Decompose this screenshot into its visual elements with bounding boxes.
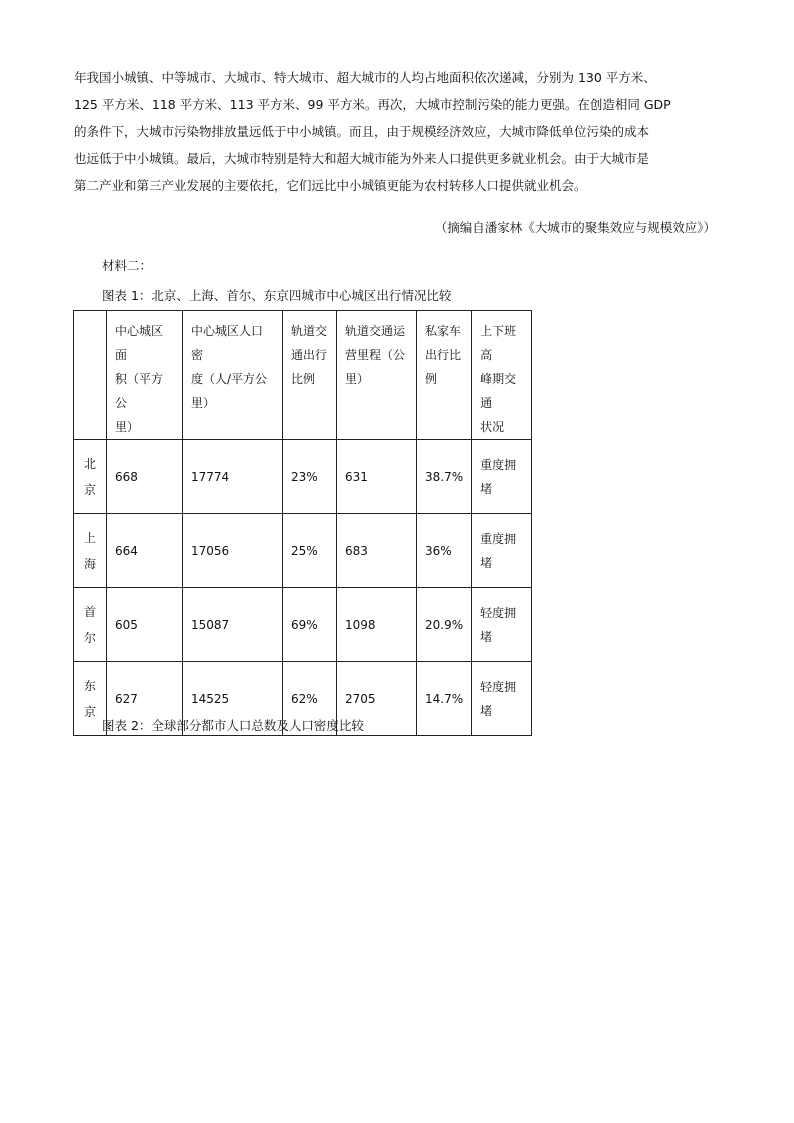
header-cell: 私家车 出行比 例 <box>417 311 472 440</box>
density-cell: 14525 <box>183 662 283 736</box>
table-row <box>74 514 532 588</box>
density-cell: 17056 <box>183 514 283 588</box>
source-citation: （摘编自潘家林《大城市的聚集效应与规模效应》） <box>434 220 716 235</box>
table-row <box>74 440 532 514</box>
paragraph-line: 年我国小城镇、中等城市、大城市、特大城市、超大城市的人均占地面积依次递减，分别为 130 平方米、 <box>74 70 656 85</box>
area-cell: 664 <box>107 514 183 588</box>
material-label: 材料二： <box>102 258 153 273</box>
table-row <box>74 588 532 662</box>
density-cell: 17774 <box>183 440 283 514</box>
traffic-cell: 重度拥堵 <box>472 514 532 588</box>
city-cell: 北 京 <box>74 440 107 514</box>
header-cell: 轨道交 通出行 比例 <box>283 311 337 440</box>
city-cell: 上 海 <box>74 514 107 588</box>
rail-km-cell: 683 <box>337 514 417 588</box>
traffic-cell: 轻度拥堵 <box>472 588 532 662</box>
header-cell <box>74 311 107 440</box>
area-cell: 605 <box>107 588 183 662</box>
header-cell: 中心城区面 积（平方公 里） <box>107 311 183 440</box>
area-cell: 627 <box>107 662 183 736</box>
car-share-cell: 38.7% <box>417 440 472 514</box>
city-cell: 首 尔 <box>74 588 107 662</box>
table2-title: 图表 2：全球部分都市人口总数及人口密度比较 <box>102 718 364 733</box>
header-cell: 轨道交通运 营里程（公 里） <box>337 311 417 440</box>
traffic-cell: 轻度拥堵 <box>472 662 532 736</box>
rail-km-cell: 1098 <box>337 588 417 662</box>
paragraph-line: 第二产业和第三产业发展的主要依托，它们远比中小城镇更能为农村转移人口提供就业机会。 <box>74 178 587 193</box>
rail-share-cell: 69% <box>283 588 337 662</box>
car-share-cell: 36% <box>417 514 472 588</box>
traffic-cell: 重度拥堵 <box>472 440 532 514</box>
paragraph-line: 的条件下，大城市污染物排放量远低于中小城镇。而且，由于规模经济效应，大城市降低单位污染的成本 <box>74 124 650 139</box>
car-share-cell: 14.7% <box>417 662 472 736</box>
paragraph-line: 125 平方米、118 平方米、113 平方米、99 平方米。再次，大城市控制污染的能力更强。在创造相同 GDP <box>74 97 671 112</box>
car-share-cell: 20.9% <box>417 588 472 662</box>
travel-comparison-table <box>73 310 532 736</box>
city-cell: 东 京 <box>74 662 107 736</box>
rail-share-cell: 25% <box>283 514 337 588</box>
header-cell: 中心城区人口密 度（人/平方公 里） <box>183 311 283 440</box>
body-paragraph <box>74 64 722 199</box>
header-cell: 上下班高 峰期交通 状况 <box>472 311 532 440</box>
area-cell: 668 <box>107 440 183 514</box>
table1-title: 图表 1：北京、上海、首尔、东京四城市中心城区出行情况比较 <box>102 288 452 303</box>
rail-share-cell: 62% <box>283 662 337 736</box>
paragraph-line: 也远低于中小城镇。最后，大城市特别是特大和超大城市能为外来人口提供更多就业机会。由于大城市是 <box>74 151 650 166</box>
rail-km-cell: 2705 <box>337 662 417 736</box>
rail-share-cell: 23% <box>283 440 337 514</box>
rail-km-cell: 631 <box>337 440 417 514</box>
table-header-row <box>74 311 532 440</box>
density-cell: 15087 <box>183 588 283 662</box>
